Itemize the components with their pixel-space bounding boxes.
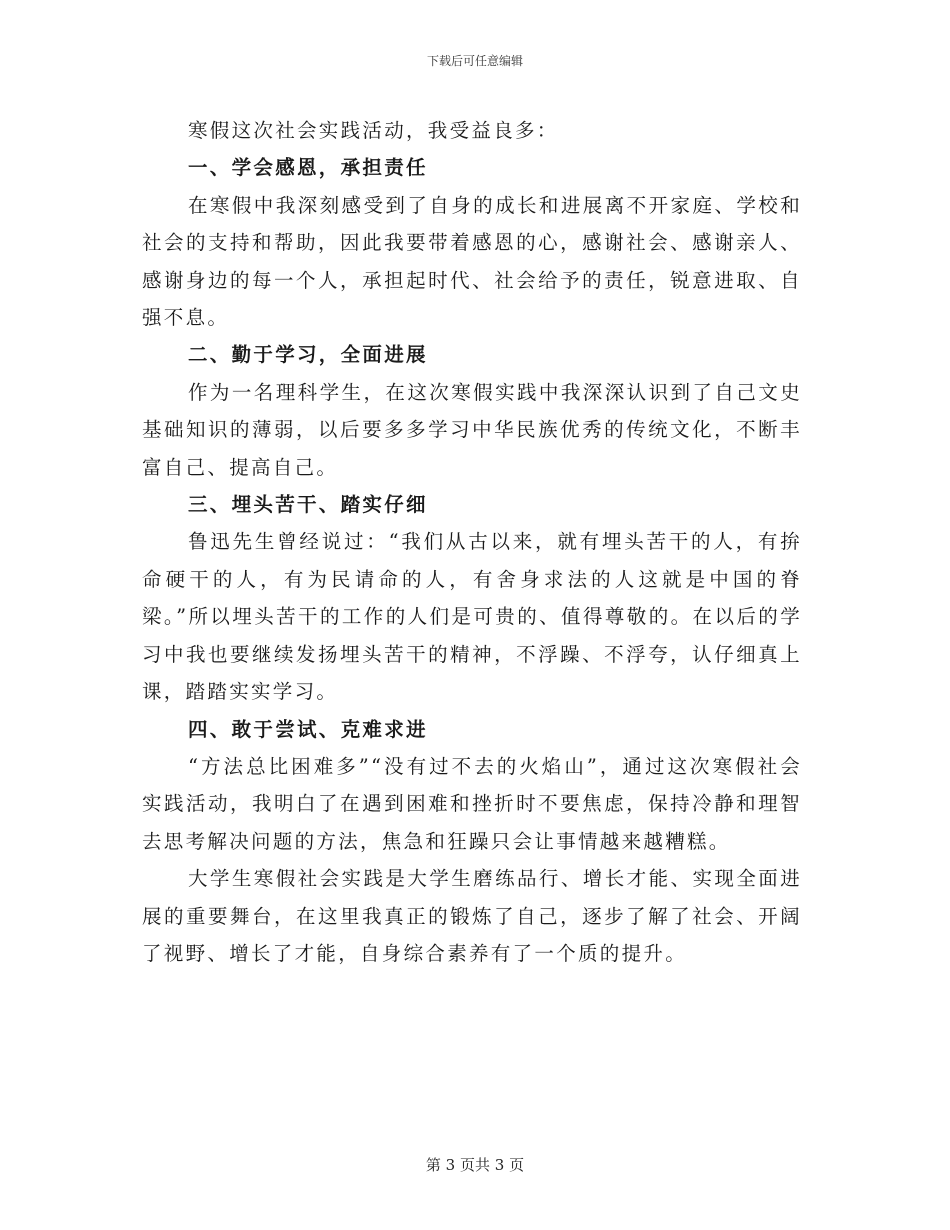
document-body — [142, 112, 802, 972]
intro-paragraph: 寒假这次社会实践活动，我受益良多： — [188, 119, 559, 142]
section-body-3: 鲁迅先生曾经说过：“我们从古以来，就有埋头苦干的人，有拚命硬干的人，有为民请命的人，有舍身求法的人这就是中国的脊梁。”所以埋头苦干的工作的人们是可贵的、值得尊敬的。在以后的学习中我也要继续发扬埋头苦干的精神，不浮躁、不浮夸，认仔细真上课，踏踏实实学习。 — [142, 530, 802, 704]
section-heading-3: 三、埋头苦干、踏实仔细 — [188, 493, 428, 517]
section-heading-4: 四、敢于尝试、克难求进 — [188, 717, 428, 741]
conclusion-paragraph: 大学生寒假社会实践是大学生磨练品行、增长才能、实现全面进展的重要舞台，在这里我真正的锻炼了自己，逐步了解了社会、开阔了视野、增长了才能，自身综合素养有了一个质的提升。 — [142, 867, 802, 965]
section-body-4: “方法总比困难多”“没有过不去的火焰山”，通过这次寒假社会实践活动，我明白了在遇到困难和挫折时不要焦虑，保持冷静和理智去思考解决问题的方法，焦急和狂躁只会让事情越来越糟糕。 — [142, 754, 802, 853]
section-body-1: 在寒假中我深刻感受到了自身的成长和进展离不开家庭、学校和社会的支持和帮助，因此我要带着感恩的心，感谢社会、感谢亲人、感谢身边的每一个人，承担起时代、社会给予的责任，锐意进取、自强不息。 — [142, 193, 802, 330]
section-body-2: 作为一名理科学生，在这次寒假实践中我深深认识到了自己文史基础知识的薄弱，以后要多多学习中华民族优秀的传统文化，不断丰富自己、提高自己。 — [142, 380, 802, 479]
section-heading-1: 一、学会感恩，承担责任 — [188, 156, 428, 180]
section-heading-2: 二、勤于学习，全面进展 — [188, 343, 428, 367]
page-header: 下载后可任意编辑 — [426, 54, 523, 68]
page-number: 第 3 页共 3 页 — [425, 1156, 525, 1174]
